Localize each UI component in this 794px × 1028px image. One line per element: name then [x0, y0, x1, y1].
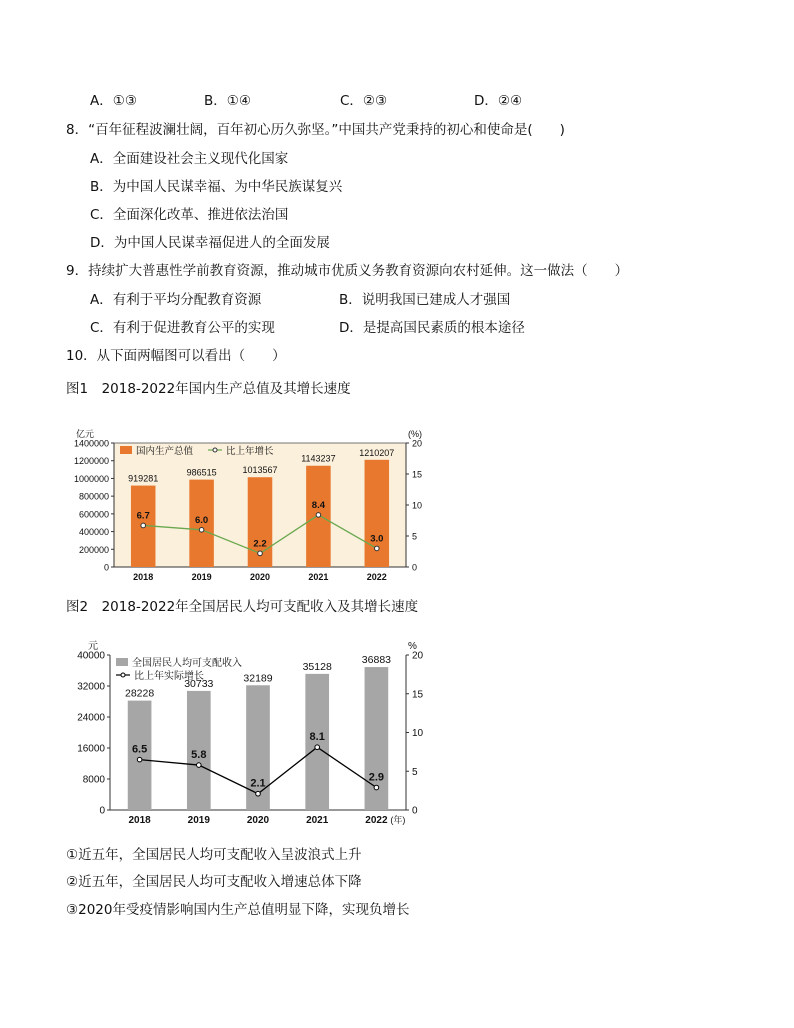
growth-value-label: 2.1 [250, 777, 266, 790]
x-tick-label: 2019 [187, 815, 210, 826]
y-tick-label: 24000 [77, 712, 105, 724]
q7-option-b: B．①④ [204, 93, 251, 109]
y-tick-label: 800000 [78, 491, 109, 502]
y2-tick-label: 15 [412, 689, 424, 701]
q10-statement-2: ②近五年，全国居民人均可支配收入增速总体下降 [66, 874, 362, 890]
income-chart [66, 633, 446, 833]
bar-value-label: 28228 [124, 687, 155, 700]
y-tick-label: 0 [99, 805, 105, 817]
y-tick-label: 1400000 [73, 438, 109, 449]
y-axis-label: 亿元 [76, 429, 95, 439]
fig1-caption: 图1 2018-2022年国内生产总值及其增长速度 [66, 381, 351, 397]
x-tick-label: 2022 [365, 815, 388, 826]
q7-option-a: A．①③ [90, 93, 137, 109]
legend-bar-label: 国内生产总值 [136, 446, 194, 457]
growth-value-label: 8.4 [311, 499, 326, 511]
growth-point [197, 763, 202, 768]
legend-line-marker [121, 673, 125, 677]
gdp-chart [66, 418, 436, 583]
growth-value-label: 6.5 [131, 743, 148, 756]
q8-option-d: D．为中国人民谋幸福促进人的全面发展 [90, 235, 330, 251]
y-tick-label: 16000 [77, 743, 105, 755]
q8-option-a: A．全面建设社会主义现代化国家 [90, 151, 289, 167]
fig2-caption: 图2 2018-2022年全国居民人均可支配收入及其增长速度 [66, 599, 419, 615]
y-tick-label: 1200000 [73, 456, 109, 467]
legend-bar-label: 全国居民人均可支配收入 [132, 658, 242, 669]
y-tick-label: 1000000 [73, 473, 109, 484]
legend-line-label: 比上年增长 [226, 446, 274, 457]
growth-value-label: 8.1 [309, 731, 325, 744]
q7-option-c: C．②③ [340, 93, 388, 109]
growth-point [199, 528, 204, 533]
q10-statement-3: ③2020年受疫情影响国内生产总值明显下降，实现负增长 [66, 902, 410, 918]
bar-value-label: 1013567 [242, 465, 278, 476]
x-tick-label: 2022 [366, 572, 387, 582]
growth-point [315, 745, 320, 750]
y2-tick-label: 20 [412, 650, 424, 662]
bar-value-label: 32189 [243, 672, 273, 685]
q10-statement-1: ①近五年，全国居民人均可支配收入呈波浪式上升 [66, 847, 362, 863]
y2-tick-label: 5 [412, 531, 418, 542]
x-tick-label: 2018 [128, 815, 151, 826]
x-tick-label: 2021 [308, 572, 329, 582]
y2-tick-label: 15 [412, 469, 423, 480]
y2-tick-label: 5 [412, 766, 418, 778]
q9-option-c: C．有利于促进教育公平的实现 [90, 320, 275, 336]
y2-tick-label: 10 [412, 728, 424, 739]
q10-stem: 10．从下面两幅图可以看出（ ） [66, 348, 286, 364]
y2-axis-label: (%) [408, 429, 422, 439]
q9-option-d: D．是提高国民素质的根本途径 [339, 320, 525, 336]
growth-point [141, 523, 146, 528]
y2-tick-label: 0 [412, 562, 418, 573]
bar-value-label: 1210207 [359, 447, 395, 458]
y-tick-label: 8000 [82, 774, 105, 786]
bar-value-label: 35128 [302, 660, 332, 673]
x-tick-label: 2020 [246, 815, 270, 826]
bar-value-label: 919281 [128, 473, 159, 484]
legend-bar-swatch [116, 658, 128, 666]
bar-value-label: 1143237 [301, 453, 336, 464]
x-tick-label: 2021 [306, 815, 329, 826]
y2-tick-label: 0 [412, 805, 418, 817]
growth-point [137, 757, 142, 762]
q9-stem: 9．持续扩大普惠性学前教育资源，推动城市优质义务教育资源向农村延伸。这一做法（ ） [66, 263, 629, 279]
y-tick-label: 600000 [78, 509, 109, 520]
growth-point [375, 546, 380, 551]
q7-option-d: D．②④ [474, 93, 523, 109]
growth-value-label: 6.0 [194, 514, 209, 526]
y-tick-label: 200000 [78, 544, 109, 555]
x-axis-unit: (年) [390, 815, 406, 825]
y-tick-label: 32000 [77, 681, 105, 693]
y2-axis-label: % [408, 641, 417, 652]
growth-point [316, 513, 321, 518]
growth-point [256, 791, 261, 796]
y-tick-label: 0 [103, 562, 109, 573]
q9-option-b: B．说明我国已建成人才强国 [339, 292, 511, 308]
growth-value-label: 2.2 [253, 538, 267, 550]
bar-value-label: 30733 [184, 677, 214, 690]
growth-point [374, 785, 379, 790]
y2-tick-label: 10 [412, 500, 423, 511]
growth-value-label: 5.8 [191, 749, 207, 762]
bar-value-label: 36883 [361, 654, 392, 667]
legend-bar-swatch [120, 446, 132, 454]
bar-value-label: 986515 [186, 467, 217, 478]
q9-option-a: A．有利于平均分配教育资源 [90, 292, 262, 308]
legend-line-marker [213, 448, 217, 452]
growth-value-label: 6.7 [136, 510, 150, 522]
q8-option-c: C．全面深化改革、推进依法治国 [90, 207, 289, 223]
q8-stem: 8．“百年征程波澜壮阔，百年初心历久弥坚。”中国共产党秉持的初心和使命是( ) [66, 122, 565, 138]
x-tick-label: 2020 [249, 572, 271, 582]
x-tick-label: 2018 [133, 572, 154, 582]
growth-value-label: 2.9 [368, 771, 385, 784]
y-tick-label: 40000 [77, 650, 105, 662]
q8-option-b: B．为中国人民谋幸福、为中华民族谋复兴 [90, 179, 343, 195]
growth-point [258, 551, 263, 556]
y2-tick-label: 20 [412, 438, 423, 449]
x-tick-label: 2019 [191, 572, 212, 582]
y-axis-label: 元 [88, 641, 98, 652]
growth-value-label: 3.0 [370, 533, 384, 545]
legend-line-label: 比上年实际增长 [134, 671, 204, 682]
y-tick-label: 400000 [78, 527, 109, 538]
